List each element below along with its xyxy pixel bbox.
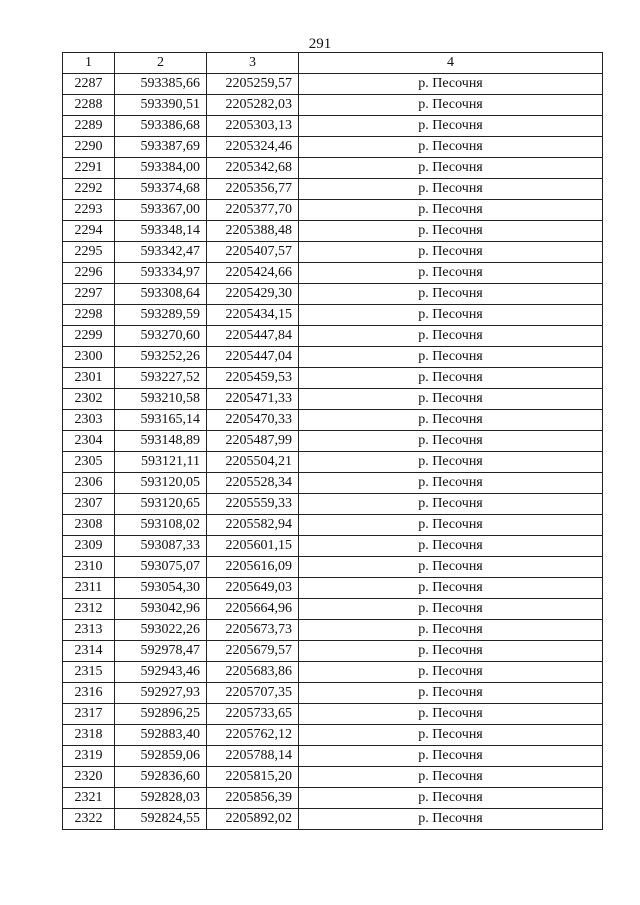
x-coordinate-cell: 593390,51	[115, 95, 207, 116]
description-cell: р. Песочня	[299, 347, 603, 368]
point-number-cell: 2322	[63, 809, 115, 830]
column-header-3: 3	[207, 53, 299, 74]
point-number-cell: 2297	[63, 284, 115, 305]
x-coordinate-cell: 593367,00	[115, 200, 207, 221]
y-coordinate-cell: 2205471,33	[207, 389, 299, 410]
y-coordinate-cell: 2205601,15	[207, 536, 299, 557]
y-coordinate-cell: 2205673,73	[207, 620, 299, 641]
y-coordinate-cell: 2205616,09	[207, 557, 299, 578]
point-number-cell: 2312	[63, 599, 115, 620]
description-cell: р. Песочня	[299, 767, 603, 788]
y-coordinate-cell: 2205303,13	[207, 116, 299, 137]
point-number-cell: 2307	[63, 494, 115, 515]
x-coordinate-cell: 593289,59	[115, 305, 207, 326]
x-coordinate-cell: 592896,25	[115, 704, 207, 725]
y-coordinate-cell: 2205487,99	[207, 431, 299, 452]
y-coordinate-cell: 2205582,94	[207, 515, 299, 536]
description-cell: р. Песочня	[299, 725, 603, 746]
description-cell: р. Песочня	[299, 494, 603, 515]
x-coordinate-cell: 593385,66	[115, 74, 207, 95]
y-coordinate-cell: 2205424,66	[207, 263, 299, 284]
point-number-cell: 2310	[63, 557, 115, 578]
x-coordinate-cell: 592978,47	[115, 641, 207, 662]
point-number-cell: 2309	[63, 536, 115, 557]
table-row	[63, 137, 603, 158]
point-number-cell: 2300	[63, 347, 115, 368]
table-row	[63, 788, 603, 809]
table-row	[63, 368, 603, 389]
table-row	[63, 662, 603, 683]
table-body	[63, 74, 603, 830]
description-cell: р. Песочня	[299, 326, 603, 347]
description-cell: р. Песочня	[299, 74, 603, 95]
point-number-cell: 2316	[63, 683, 115, 704]
point-number-cell: 2320	[63, 767, 115, 788]
description-cell: р. Песочня	[299, 368, 603, 389]
table-row	[63, 431, 603, 452]
table-row	[63, 95, 603, 116]
x-coordinate-cell: 593374,68	[115, 179, 207, 200]
y-coordinate-cell: 2205762,12	[207, 725, 299, 746]
point-number-cell: 2296	[63, 263, 115, 284]
point-number-cell: 2292	[63, 179, 115, 200]
column-header-4: 4	[299, 53, 603, 74]
x-coordinate-cell: 592824,55	[115, 809, 207, 830]
table-row	[63, 389, 603, 410]
point-number-cell: 2299	[63, 326, 115, 347]
table-row	[63, 116, 603, 137]
table-row	[63, 452, 603, 473]
point-number-cell: 2304	[63, 431, 115, 452]
y-coordinate-cell: 2205504,21	[207, 452, 299, 473]
point-number-cell: 2291	[63, 158, 115, 179]
table-row	[63, 347, 603, 368]
description-cell: р. Песочня	[299, 473, 603, 494]
description-cell: р. Песочня	[299, 788, 603, 809]
x-coordinate-cell: 592943,46	[115, 662, 207, 683]
x-coordinate-cell: 593348,14	[115, 221, 207, 242]
point-number-cell: 2306	[63, 473, 115, 494]
x-coordinate-cell: 593252,26	[115, 347, 207, 368]
description-cell: р. Песочня	[299, 683, 603, 704]
description-cell: р. Песочня	[299, 704, 603, 725]
table-row	[63, 326, 603, 347]
table-row	[63, 221, 603, 242]
x-coordinate-cell: 593210,58	[115, 389, 207, 410]
x-coordinate-cell: 593386,68	[115, 116, 207, 137]
table-row	[63, 74, 603, 95]
point-number-cell: 2317	[63, 704, 115, 725]
description-cell: р. Песочня	[299, 305, 603, 326]
y-coordinate-cell: 2205892,02	[207, 809, 299, 830]
y-coordinate-cell: 2205429,30	[207, 284, 299, 305]
description-cell: р. Песочня	[299, 578, 603, 599]
point-number-cell: 2313	[63, 620, 115, 641]
table-row	[63, 158, 603, 179]
point-number-cell: 2290	[63, 137, 115, 158]
table-row	[63, 725, 603, 746]
point-number-cell: 2298	[63, 305, 115, 326]
x-coordinate-cell: 593108,02	[115, 515, 207, 536]
y-coordinate-cell: 2205679,57	[207, 641, 299, 662]
description-cell: р. Песочня	[299, 809, 603, 830]
description-cell: р. Песочня	[299, 620, 603, 641]
table-row	[63, 578, 603, 599]
point-number-cell: 2311	[63, 578, 115, 599]
x-coordinate-cell: 593075,07	[115, 557, 207, 578]
y-coordinate-cell: 2205356,77	[207, 179, 299, 200]
description-cell: р. Песочня	[299, 389, 603, 410]
x-coordinate-cell: 592828,03	[115, 788, 207, 809]
x-coordinate-cell: 593165,14	[115, 410, 207, 431]
table-row	[63, 809, 603, 830]
table-row	[63, 410, 603, 431]
table-header-row	[63, 53, 603, 74]
x-coordinate-cell: 593042,96	[115, 599, 207, 620]
point-number-cell: 2318	[63, 725, 115, 746]
description-cell: р. Песочня	[299, 431, 603, 452]
table-row	[63, 536, 603, 557]
description-cell: р. Песочня	[299, 95, 603, 116]
y-coordinate-cell: 2205559,33	[207, 494, 299, 515]
table-row	[63, 767, 603, 788]
x-coordinate-cell: 593387,69	[115, 137, 207, 158]
x-coordinate-cell: 593121,11	[115, 452, 207, 473]
point-number-cell: 2295	[63, 242, 115, 263]
description-cell: р. Песочня	[299, 410, 603, 431]
description-cell: р. Песочня	[299, 746, 603, 767]
description-cell: р. Песочня	[299, 200, 603, 221]
y-coordinate-cell: 2205470,33	[207, 410, 299, 431]
table-row	[63, 746, 603, 767]
column-header-2: 2	[115, 53, 207, 74]
y-coordinate-cell: 2205447,84	[207, 326, 299, 347]
description-cell: р. Песочня	[299, 641, 603, 662]
point-number-cell: 2301	[63, 368, 115, 389]
y-coordinate-cell: 2205707,35	[207, 683, 299, 704]
point-number-cell: 2308	[63, 515, 115, 536]
description-cell: р. Песочня	[299, 284, 603, 305]
y-coordinate-cell: 2205324,46	[207, 137, 299, 158]
point-number-cell: 2289	[63, 116, 115, 137]
table-row	[63, 599, 603, 620]
description-cell: р. Песочня	[299, 179, 603, 200]
point-number-cell: 2302	[63, 389, 115, 410]
table-row	[63, 683, 603, 704]
x-coordinate-cell: 593384,00	[115, 158, 207, 179]
table-row	[63, 704, 603, 725]
point-number-cell: 2294	[63, 221, 115, 242]
x-coordinate-cell: 593227,52	[115, 368, 207, 389]
y-coordinate-cell: 2205407,57	[207, 242, 299, 263]
x-coordinate-cell: 593054,30	[115, 578, 207, 599]
point-number-cell: 2305	[63, 452, 115, 473]
y-coordinate-cell: 2205259,57	[207, 74, 299, 95]
table-row	[63, 473, 603, 494]
y-coordinate-cell: 2205282,03	[207, 95, 299, 116]
point-number-cell: 2288	[63, 95, 115, 116]
y-coordinate-cell: 2205342,68	[207, 158, 299, 179]
table-row	[63, 305, 603, 326]
description-cell: р. Песочня	[299, 263, 603, 284]
y-coordinate-cell: 2205459,53	[207, 368, 299, 389]
y-coordinate-cell: 2205377,70	[207, 200, 299, 221]
point-number-cell: 2319	[63, 746, 115, 767]
x-coordinate-cell: 592836,60	[115, 767, 207, 788]
y-coordinate-cell: 2205733,65	[207, 704, 299, 725]
x-coordinate-cell: 593148,89	[115, 431, 207, 452]
table-row	[63, 557, 603, 578]
x-coordinate-cell: 592859,06	[115, 746, 207, 767]
y-coordinate-cell: 2205434,15	[207, 305, 299, 326]
description-cell: р. Песочня	[299, 557, 603, 578]
description-cell: р. Песочня	[299, 116, 603, 137]
table-row	[63, 620, 603, 641]
description-cell: р. Песочня	[299, 599, 603, 620]
table-row	[63, 179, 603, 200]
column-header-1: 1	[63, 53, 115, 74]
y-coordinate-cell: 2205649,03	[207, 578, 299, 599]
x-coordinate-cell: 593120,65	[115, 494, 207, 515]
description-cell: р. Песочня	[299, 137, 603, 158]
x-coordinate-cell: 592927,93	[115, 683, 207, 704]
point-number-cell: 2321	[63, 788, 115, 809]
x-coordinate-cell: 593120,05	[115, 473, 207, 494]
y-coordinate-cell: 2205528,34	[207, 473, 299, 494]
description-cell: р. Песочня	[299, 662, 603, 683]
table-row	[63, 515, 603, 536]
x-coordinate-cell: 593342,47	[115, 242, 207, 263]
table-row	[63, 242, 603, 263]
description-cell: р. Песочня	[299, 452, 603, 473]
table-row	[63, 641, 603, 662]
x-coordinate-cell: 593270,60	[115, 326, 207, 347]
description-cell: р. Песочня	[299, 536, 603, 557]
description-cell: р. Песочня	[299, 515, 603, 536]
description-cell: р. Песочня	[299, 242, 603, 263]
point-number-cell: 2293	[63, 200, 115, 221]
coordinates-table	[62, 52, 603, 830]
point-number-cell: 2315	[63, 662, 115, 683]
y-coordinate-cell: 2205388,48	[207, 221, 299, 242]
x-coordinate-cell: 593087,33	[115, 536, 207, 557]
x-coordinate-cell: 593022,26	[115, 620, 207, 641]
y-coordinate-cell: 2205856,39	[207, 788, 299, 809]
y-coordinate-cell: 2205664,96	[207, 599, 299, 620]
point-number-cell: 2303	[63, 410, 115, 431]
table-row	[63, 494, 603, 515]
x-coordinate-cell: 593308,64	[115, 284, 207, 305]
y-coordinate-cell: 2205683,86	[207, 662, 299, 683]
point-number-cell: 2314	[63, 641, 115, 662]
y-coordinate-cell: 2205447,04	[207, 347, 299, 368]
y-coordinate-cell: 2205788,14	[207, 746, 299, 767]
x-coordinate-cell: 592883,40	[115, 725, 207, 746]
table-row	[63, 263, 603, 284]
table-row	[63, 200, 603, 221]
page-number: 291	[308, 36, 332, 52]
point-number-cell: 2287	[63, 74, 115, 95]
y-coordinate-cell: 2205815,20	[207, 767, 299, 788]
description-cell: р. Песочня	[299, 221, 603, 242]
x-coordinate-cell: 593334,97	[115, 263, 207, 284]
table-row	[63, 284, 603, 305]
description-cell: р. Песочня	[299, 158, 603, 179]
